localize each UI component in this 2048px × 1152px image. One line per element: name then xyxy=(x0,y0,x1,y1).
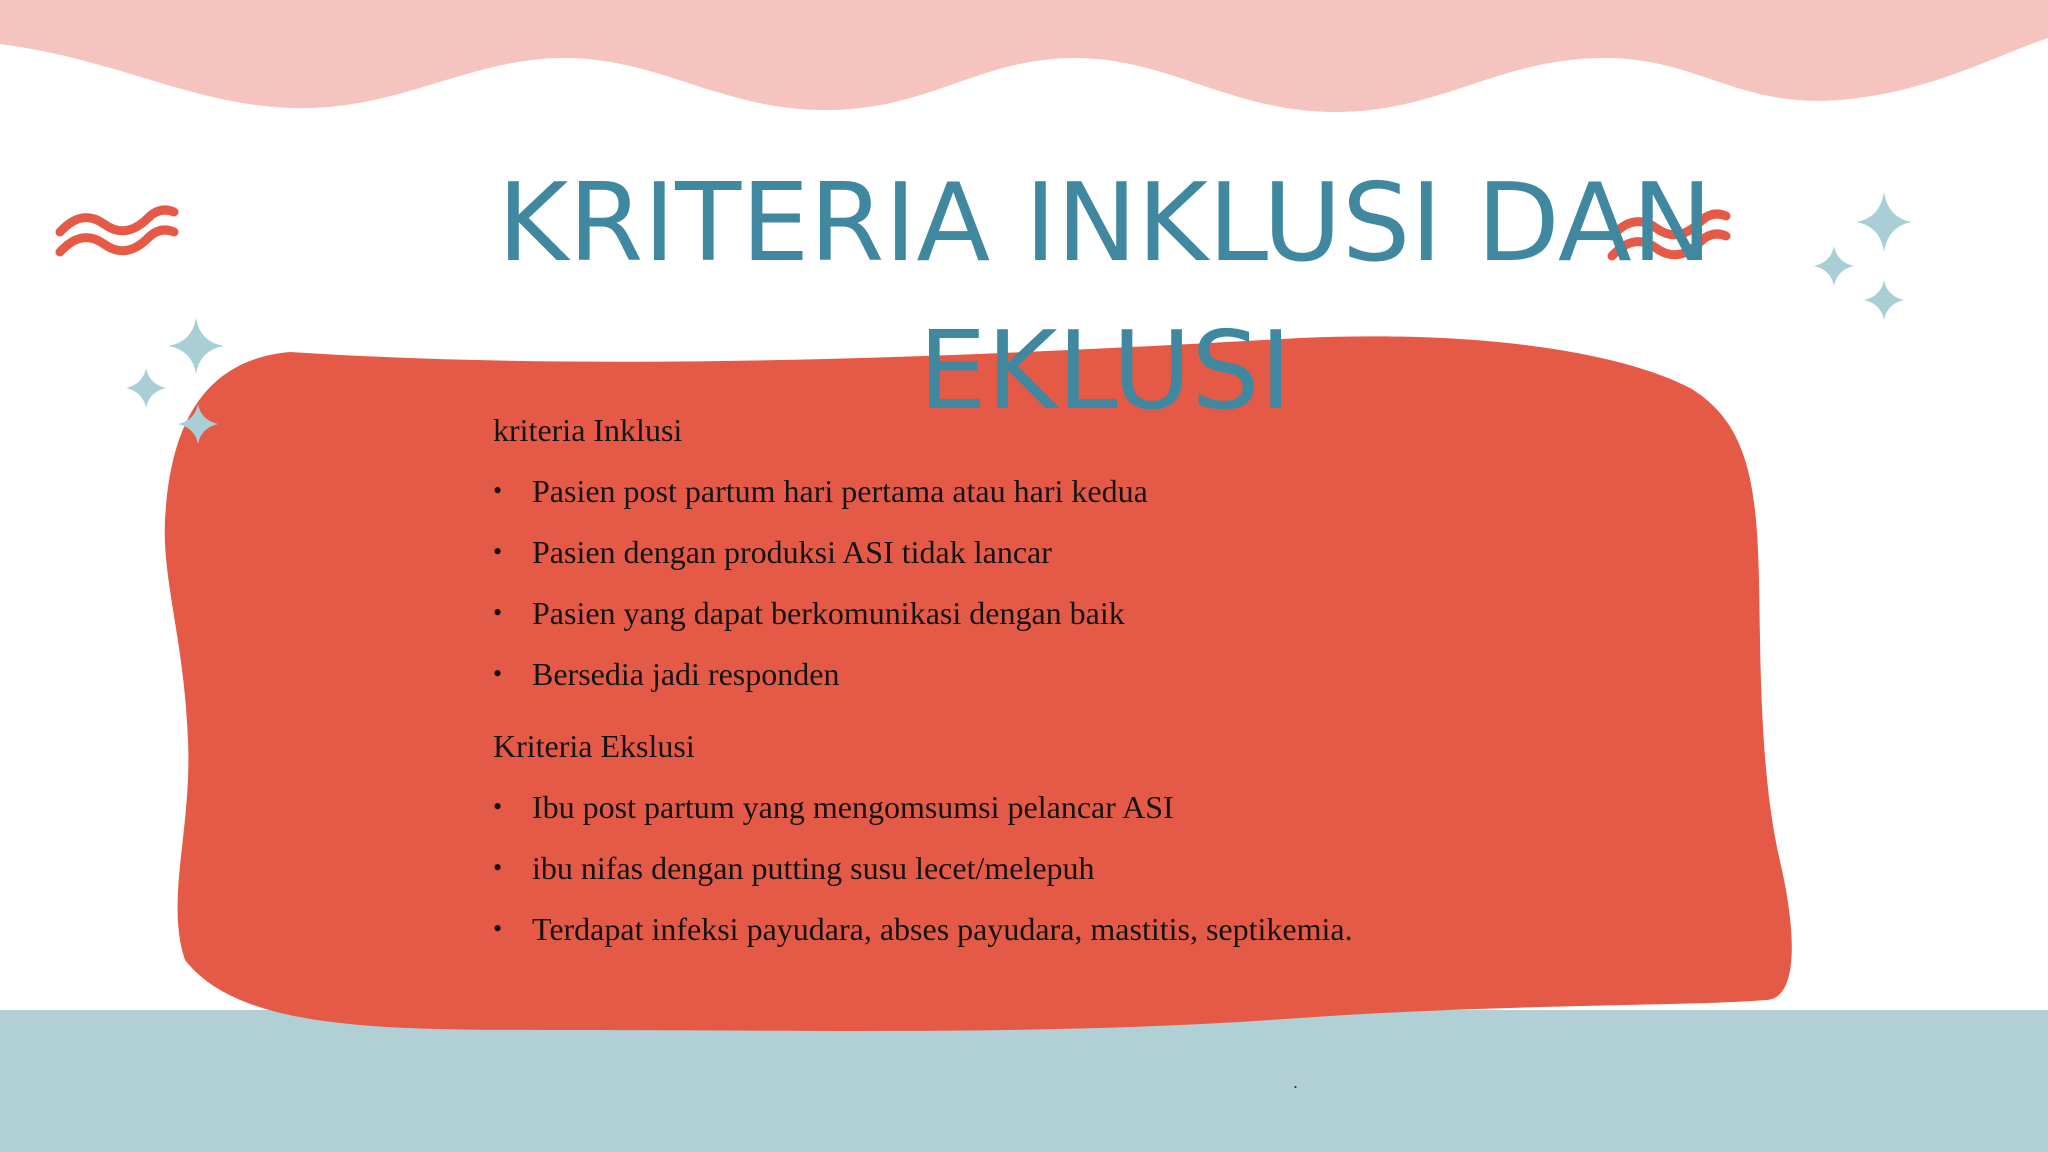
squiggle-left-icon xyxy=(60,210,174,252)
footer-mark: . xyxy=(1293,1072,1299,1092)
sparkle-left-icon xyxy=(126,318,224,444)
bullet-icon: • xyxy=(493,853,503,882)
list-item-text: Terdapat infeksi payudara, abses payudara, mastitis, septikemia. xyxy=(532,911,1353,947)
list-item xyxy=(493,532,1593,572)
inclusion-list xyxy=(493,471,1593,694)
list-item-text: Pasien yang dapat berkomunikasi dengan baik xyxy=(532,595,1125,631)
bullet-icon: • xyxy=(493,476,503,505)
criteria-content xyxy=(493,410,1593,970)
bullet-icon: • xyxy=(493,537,503,566)
bullet-icon: • xyxy=(493,792,503,821)
list-item-text: Pasien post partum hari pertama atau hari kedua xyxy=(532,473,1148,509)
list-item xyxy=(493,848,1593,888)
bullet-icon: • xyxy=(493,914,503,943)
exclusion-list xyxy=(493,787,1593,949)
top-wave-decoration xyxy=(0,0,2048,112)
bullet-icon: • xyxy=(493,659,503,688)
exclusion-heading: Kriteria Ekslusi xyxy=(493,728,695,764)
bullet-icon: • xyxy=(493,598,503,627)
list-item-text: ibu nifas dengan putting susu lecet/melepuh xyxy=(532,850,1095,886)
sparkle-right-icon xyxy=(1814,192,1912,320)
list-item xyxy=(493,654,1593,694)
list-item xyxy=(493,787,1593,827)
bottom-band-decoration xyxy=(0,1010,2048,1152)
slide-title: KRITERIA INKLUSI DAN EKLUSI xyxy=(497,161,1713,434)
list-item-text: Bersedia jadi responden xyxy=(532,656,840,692)
list-item-text: Ibu post partum yang mengomsumsi pelancar ASI xyxy=(532,789,1174,825)
list-item xyxy=(493,909,1593,949)
inclusion-heading: kriteria Inklusi xyxy=(493,412,683,448)
list-item-text: Pasien dengan produksi ASI tidak lancar xyxy=(532,534,1052,570)
list-item xyxy=(493,593,1593,633)
list-item xyxy=(493,471,1593,511)
